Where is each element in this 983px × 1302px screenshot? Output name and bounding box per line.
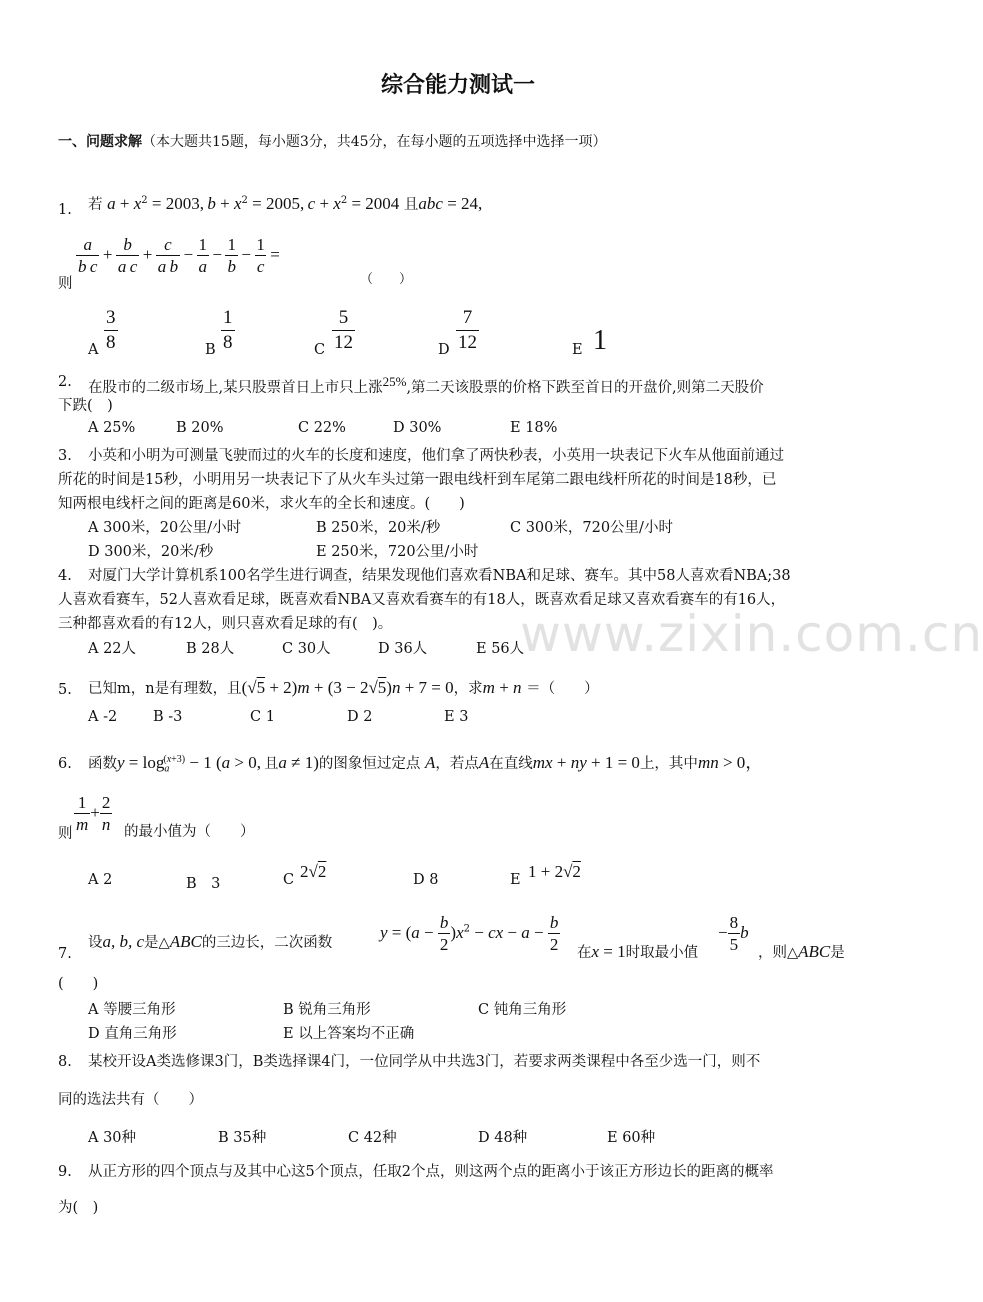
q2-percent: 25% (382, 374, 407, 389)
q7-min-value: − $\frac{8}{5}$ b (718, 913, 749, 954)
q3-option-b: B 250米，20米/秒 (316, 520, 441, 536)
q6-option-a: A 2 (88, 872, 113, 888)
q5-number: 5. (58, 682, 72, 698)
q4-number: 4. (58, 568, 72, 584)
q7-option-d: D 直角三角形 (88, 1026, 177, 1042)
q6-option-b: B 3 (186, 876, 221, 892)
q1-option-e-value: 1 (593, 325, 607, 356)
q3-option-c: C 300米，720公里/小时 (510, 520, 673, 536)
q4-line1: 对厦门大学计算机系100名学生进行调查，结果发现他们喜欢看NBA和足球、赛车。其中58人喜欢看NBA;38 (88, 568, 791, 584)
q4-option-b: B 28人 (186, 641, 235, 657)
q4-option-e: E 56人 (476, 641, 525, 657)
q6-statement: 函数$y = \log_a^{(x+3)} - 1$ (a > 0, 且a ≠ 1)的图象恒过定点 A，若点A在直线mx + ny + 1 = 0上，其中mn > 0， (88, 752, 763, 775)
q6-mid1: 的图象恒过定点 (318, 755, 421, 772)
q7-statement-part3: ，则△ABC是 (758, 942, 845, 961)
q5-option-a: A -2 (88, 709, 118, 725)
q9-line2: 为( ) (58, 1200, 99, 1216)
q7-number: 7. (58, 946, 72, 962)
q1-option-d-label: D (438, 342, 450, 358)
q7-mid1: 是△ (144, 935, 170, 951)
q7-mid5: ，则△ (758, 945, 799, 961)
q1-option-e-label: E (572, 342, 583, 358)
q7-option-b: B 锐角三角形 (283, 1002, 371, 1018)
q1-answer-blank: （ ） (360, 272, 413, 287)
q5-option-c: C 1 (250, 709, 275, 725)
q1-cond-word: 且 (403, 196, 419, 213)
q6-expression: $\frac{1}{m}$ + $\frac{2}{n}$ (76, 793, 111, 834)
q8-option-b: B 35种 (218, 1130, 267, 1146)
q4-line3: 三种都喜欢看的有12人，则只喜欢看足球的有( )。 (58, 616, 393, 632)
q2-option-e: E 18% (510, 420, 558, 436)
q2-option-b: B 20% (176, 420, 224, 436)
q6-mid4: 上，其中 (639, 755, 698, 772)
watermark: www.zixin.com.cn (520, 605, 983, 663)
section-heading-label: 一、问题求解 (58, 134, 142, 150)
q3-line3: 知两根电线杆之间的距离是60米，求火车的全长和速度。( ) (58, 496, 465, 512)
q6-number: 6. (58, 756, 72, 772)
q3-number: 3. (58, 448, 72, 464)
q1-condition-formula: a (107, 193, 116, 213)
q8-option-a: A 30种 (88, 1130, 137, 1146)
q6-option-e-label: E (510, 872, 521, 888)
q5-option-d: D 2 (347, 709, 373, 725)
q9-number: 9. (58, 1164, 72, 1180)
q1-option-a-value: $\frac{3}{8}$ (106, 307, 116, 353)
q1-option-d-value: $\frac{7}{12}$ (458, 307, 477, 353)
q1-then: 则 (58, 276, 73, 292)
q4-line2: 人喜欢看赛车，52人喜欢看足球，既喜欢看NBA又喜欢看赛车的有18人，既喜欢看足球又喜欢看赛车的有16人， (58, 592, 786, 608)
q6-option-d: D 8 (413, 872, 439, 888)
q4-option-c: C 30人 (282, 641, 331, 657)
q5-statement: 已知m，n是有理数，且(√5 + 2)m + (3 − 2√5)n + 7 = 0，求m + n ＝（ ） (88, 678, 599, 697)
q1-option-c-label: C (314, 342, 326, 358)
q2-text2: ,第二天该股票的价格下跌至首日的开盘价,则第二天股价 (406, 380, 764, 396)
q6-option-e-value: 1 + 2√2 (528, 862, 581, 881)
q5-tail: ＝（ ） (526, 681, 599, 697)
q9-line1: 从正方形的四个顶点与及其中心这5个顶点，任取2个点，则这两个点的距离小于该正方形边长的距离的概率 (88, 1164, 774, 1180)
q7-mid2: 的三边长，二次函数 (201, 935, 333, 951)
q3-line2: 所花的时间是15秒，小明用另一块表记下了从火车头过第一跟电线杆到车尾第二跟电线杆所花的时间是18秒，已 (58, 472, 777, 488)
q7-mid4: 时取最小值 (625, 945, 699, 961)
q6-mid3: 在直线 (489, 755, 533, 772)
q2-option-a: A 25% (88, 420, 136, 436)
q7-answer-blank: ( ) (58, 976, 99, 992)
q1-option-b-label: B (205, 342, 216, 358)
q2-text1: 在股市的二级市场上,某只股票首日上市只上涨 (88, 380, 383, 396)
q8-option-e: E 60种 (607, 1130, 656, 1146)
q8-line2: 同的选法共有（ ） (58, 1092, 203, 1108)
q6-option-c-label: C (283, 872, 295, 888)
q7-statement-part2: 在x = 1时取最小值 (577, 942, 699, 961)
q5-option-b: B -3 (153, 709, 183, 725)
q6-lead: 函数 (88, 755, 117, 772)
q3-option-d: D 300米，20米/秒 (88, 544, 214, 560)
q1-option-c-value: $\frac{5}{12}$ (334, 307, 353, 353)
q3-line1: 小英和小明为可测量飞驶而过的火车的长度和速度，他们拿了两快秒表，小英用一块表记下火车从他面前通过 (88, 448, 784, 464)
q3-option-a: A 300米，20公里/小时 (88, 520, 242, 536)
q2-option-c: C 22% (298, 420, 346, 436)
q1-lead: 若 (88, 196, 103, 213)
q7-mid6: 是 (830, 945, 845, 961)
q4-option-a: A 22人 (88, 641, 137, 657)
q3-option-e: E 250米，720公里/小时 (316, 544, 479, 560)
q8-option-d: D 48种 (478, 1130, 528, 1146)
q6-then: 则 (58, 826, 73, 842)
q7-option-e: E 以上答案均不正确 (283, 1026, 415, 1042)
q6-option-c-value: 2√2 (300, 862, 327, 881)
q5-equation: (√5 + 2)m + (3 − 2√5)n + 7 = 0 (241, 678, 454, 697)
q5-ask: ，求 (453, 681, 483, 697)
q4-option-d: D 36人 (378, 641, 428, 657)
q7-lead: 设 (88, 935, 103, 951)
q2-option-d: D 30% (393, 420, 442, 436)
q2-number: 2. (58, 374, 72, 390)
q7-mid3: 在 (577, 945, 592, 961)
q6-mid2: ，若点 (435, 755, 479, 772)
q2-line2: 下跌( ) (58, 398, 113, 414)
section-note: （本大题共15题，每小题3分，共45分，在每小题的五项选择中选择一项） (142, 134, 607, 150)
q1-option-a-label: A (88, 342, 99, 358)
q2-line1 (88, 370, 764, 400)
q7-option-a: A 等腰三角形 (88, 1002, 176, 1018)
q5-lead: 已知m，n是有理数，且 (88, 681, 242, 697)
q8-option-c: C 42种 (348, 1130, 397, 1146)
q1-statement: 若 $a + x^2 = 2003$, $b + x^2 = 2005$, $c + x^2 = 2004$ 且abc = 24, (88, 193, 483, 213)
q6-tail: 的最小值为（ ） (124, 824, 255, 840)
q8-line1: 某校开设A类选修课3门，B类选择课4门，一位同学从中共选3门，若要求两类课程中各至少选一门，则不 (88, 1054, 761, 1070)
section-heading (58, 131, 607, 151)
q1-option-b-value: $\frac{1}{8}$ (223, 307, 233, 353)
q7-statement-part1: 设a, b, c是△ABC的三边长，二次函数 (88, 932, 333, 951)
q8-number: 8. (58, 1054, 72, 1070)
page-title: 综合能力测试一 (381, 73, 536, 98)
q1-expression: $\frac{a}{\text{b c}}$ + $\frac{b}{\text{a c}}$ + $\frac{c}{\text{a b}}$ − $\frac{1}{a}$ − $\frac{1}{b}$ − $\frac{1}{c}$ = (78, 235, 280, 276)
q7-option-c: C 钝角三角形 (478, 1002, 567, 1018)
q5-option-e: E 3 (444, 709, 469, 725)
q1-number: 1. (58, 202, 72, 218)
q6-function: y (117, 752, 125, 772)
q7-quadratic: y = (a − $\frac{b}{2}$ )$x^2$ − cx − a − $\frac{b}{2}$ (380, 913, 559, 954)
